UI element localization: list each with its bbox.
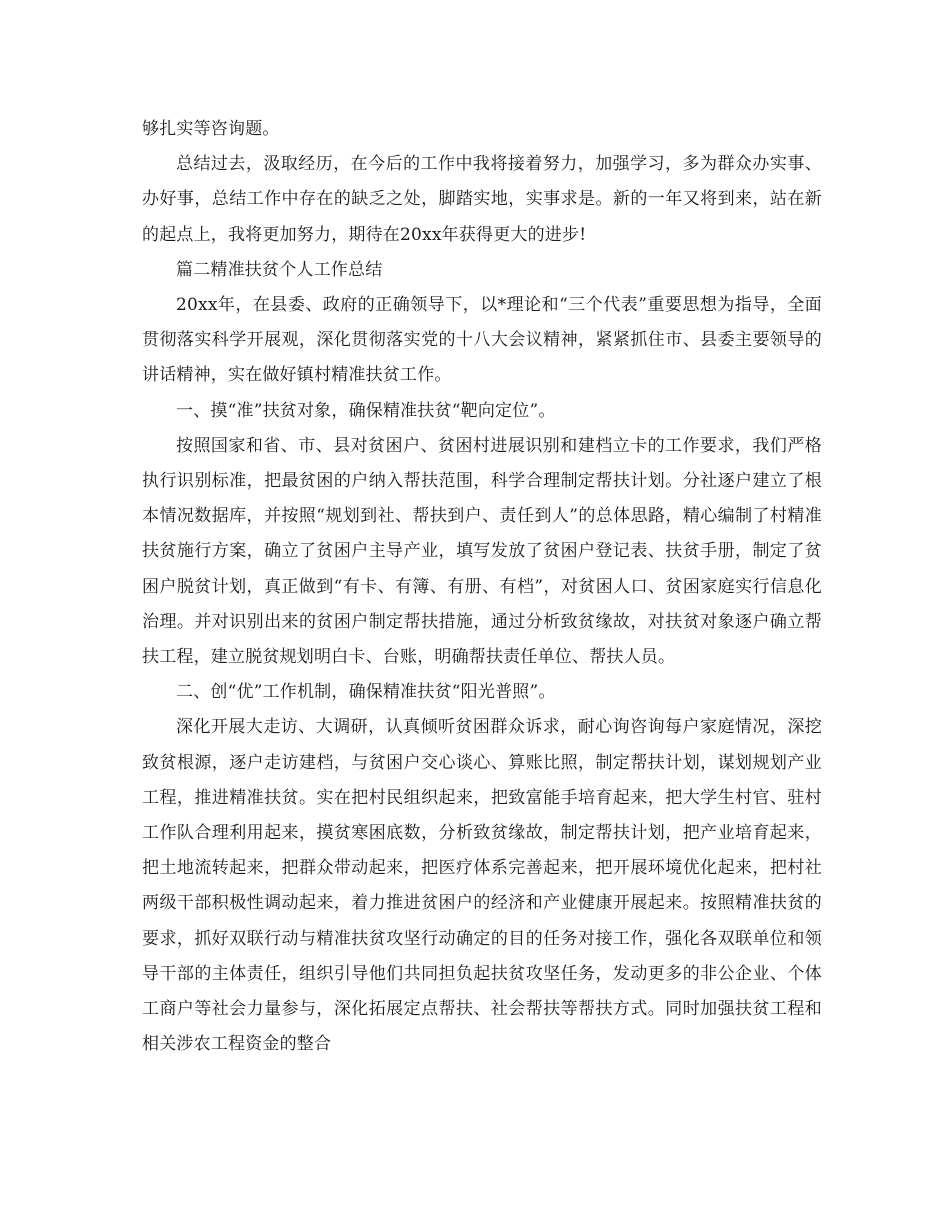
heading-section-two: 二、创“优”工作机制，确保精准扶贫“阳光普照”。 — [176, 682, 556, 703]
paragraph-section-one: 按照国家和省、市、县对贫困户、贫困村进展识别和建档立卡的工作要求，我们严格执行识别标准，把最贫困的户纳入帮扶范围，科学合理制定帮扶计划。分社逐户建立了根本情况数据库，并按照“规划到社、帮扶到户、责任到人”的总体思路，精心编制了村精准扶贫施行方案，确立了贫困户主导产业，填写发放了贫困户登记表、扶贫手册，制定了贫困户脱贫计划，真正做到“有卡、有簿、有册、有档”，对贫困人口、贫困家庭实行信息化治理。并对识别出来的贫困户制定帮扶措施，通过分析致贫缘故，对扶贫对象逐户确立帮扶工程，建立脱贫规划明白卡、台账，明确帮扶责任单位、帮扶人员。 — [142, 435, 822, 668]
document-body — [142, 112, 822, 1062]
section-title: 篇二精准扶贫个人工作总结 — [176, 259, 383, 280]
heading-section-one: 一、摸“准”扶贫对象，确保精准扶贫“靶向定位”。 — [176, 400, 556, 421]
paragraph-section-two: 深化开展大走访、大调研，认真倾听贫困群众诉求，耐心询咨询每户家庭情况，深挖致贫根源，逐户走访建档，与贫困户交心谈心、算账比照，制定帮扶计划，谋划规划产业工程，推进精准扶贫。实在把村民组织起来，把致富能手培育起来，把大学生村官、驻村工作队合理利用起来，摸贫寒困底数，分析致贫缘故，制定帮扶计划，把产业培育起来，把土地流转起来，把群众带动起来，把医疗体系完善起来，把开展环境优化起来，把村社两级干部积极性调动起来，着力推进贫困户的经济和产业健康开展起来。按照精准扶贫的要求，抓好双联行动与精准扶贫攻坚行动确定的目的任务对接工作，强化各双联单位和领导干部的主体责任，组织引导他们共同担负起扶贫攻坚任务，发动更多的非公企业、个体工商户等社会力量参与，深化拓展定点帮扶、社会帮扶等帮扶方式。同时加强扶贫工程和相关涉农工程资金的整合 — [142, 717, 822, 1055]
paragraph-continuation: 够扎实等咨询题。 — [142, 119, 280, 139]
paragraph-summary-conclusion: 总结过去，汲取经历，在今后的工作中我将接着努力，加强学习，多为群众办实事、办好事，总结工作中存在的缺乏之处，脚踏实地，实事求是。新的一年又将到来，站在新的起点上，我将更加努力，期待在20xx年获得更大的进步! — [142, 154, 822, 245]
paragraph-intro: 20xx年，在县委、政府的正确领导下，以*理论和“三个代表”重要思想为指导，全面贯彻落实科学开展观，深化贯彻落实党的十八大会议精神，紧紧抓住市、县委主要领导的讲话精神，实在做好镇村精准扶贫工作。 — [142, 295, 822, 386]
